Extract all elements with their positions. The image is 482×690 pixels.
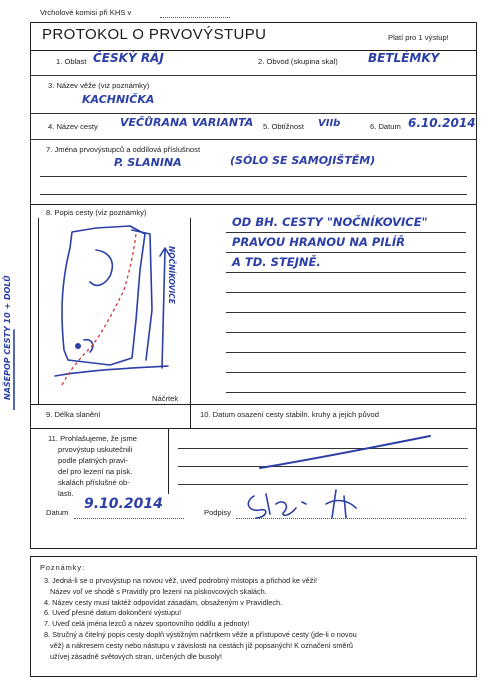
field-1-value: ČESKÝ RÁJ [93, 51, 164, 65]
ground-line [55, 366, 168, 376]
field-2-label: 2. Obvod (skupina skal) [258, 57, 338, 66]
date-value: 9.10.2014 [84, 496, 163, 512]
desc-rule-5 [226, 312, 466, 313]
rock-detail-1 [90, 250, 112, 285]
row-11-divider [168, 428, 169, 494]
route-line [62, 234, 136, 385]
field-7-label: 7. Jména prvovýstupců a oddílová příslušnost [46, 145, 201, 154]
field-6-label: 6. Datum [370, 122, 401, 131]
field-7-name: P. SLANINA [114, 156, 182, 169]
row-4-rule [30, 139, 477, 140]
frame-top [30, 22, 477, 23]
declaration-line-2: prvovýstup uskutečnili [58, 445, 133, 454]
field-8-label: 8. Popis cesty (viz poznámky) [46, 208, 147, 217]
desc-rule-6 [226, 332, 466, 333]
desc-rule-9 [226, 392, 466, 393]
committee-text: Vrcholové komisi při KHS v [40, 8, 132, 17]
note-item: věž) a nákresem cesty nebo nástupu v závislosti na cestách již popsaných! K označení směrů [50, 640, 353, 650]
field-9-label: 9. Délka slanění [46, 410, 101, 419]
desc-rule-7 [226, 352, 466, 353]
row-11-strike [250, 428, 440, 478]
declaration-text [48, 433, 137, 499]
field-1-label: 1. Oblast [56, 57, 87, 66]
row-3-rule [30, 113, 477, 114]
frame-right [476, 22, 477, 549]
sketch-side-text: NAŠEPOP CESTY 10 + DOLŮ [3, 275, 12, 400]
arrow-shaft [162, 250, 165, 368]
declaration-line-1: 11. Prohlašujeme, že jsme [48, 434, 137, 443]
field-4-label: 4. Název cesty [48, 122, 98, 131]
notes-right-rule [476, 556, 477, 676]
belay-point [75, 343, 81, 349]
frame-bottom [30, 548, 477, 549]
field-5-label: 5. Obtížnost [263, 122, 304, 131]
field-6-value: 6.10.2014 [408, 116, 476, 130]
note-item: 7. Uveď celá jména lezců a název sportovního oddílu a jednoty! [44, 619, 250, 629]
committee-dotted-line [160, 17, 230, 18]
desc-rule-8 [226, 372, 466, 373]
notes-left-rule [30, 556, 31, 676]
declaration-line-3: podle platných pravi- [58, 456, 129, 465]
date-dotted-line [74, 518, 184, 519]
note-item: 3. Jedná-li se o prvovýstup na novou věž, uveď podrobný místopis a přichod ke věži! [44, 576, 317, 585]
notes-bottom-rule [30, 676, 477, 677]
valid-note: Platí pro 1 výstup! [388, 33, 449, 42]
row-9-top-rule [30, 404, 477, 405]
note-item: Název voľ ve shodě s Pravidly pro lezení na pískovcových skalách. [50, 586, 267, 596]
declaration-line-4: del pro lezení na písk. [58, 467, 133, 476]
desc-rule-3 [226, 272, 466, 273]
note-item: užívej zásadně světových stran, určených dle busoly! [50, 651, 222, 661]
row-7-rule-a [40, 176, 467, 177]
field-5-value: VIIb [318, 118, 341, 129]
field-7-note: (SÓLO SE SAMOJIŠTĚM) [230, 154, 376, 167]
date-label: Datum [46, 508, 69, 517]
route-description-line-2: PRAVOU HRANOU NA PILÍŘ [232, 235, 406, 249]
route-description-line-1: OD BH. CESTY "NOČNÍKOVICE" [232, 215, 428, 229]
route-description-line-3: A TD. STEJNĚ. [232, 255, 321, 269]
row-9-divider [190, 404, 191, 428]
signatures [240, 484, 380, 524]
field-4-value: VEČŮRANA VARIANTA [120, 116, 254, 129]
row-1-rule [30, 75, 477, 76]
note-item: 4. Název cesty musí taktéž odpovídat zásadám, obsaženým v Pravidlech. [44, 597, 283, 607]
field-3-value: KACHNIČKA [82, 93, 155, 106]
tower-right-edge [132, 230, 152, 360]
tower-outline [62, 226, 145, 365]
field-3-label: 3. Název věže (viz poznámky) [48, 81, 150, 90]
field-2-value: BETLÉMKY [368, 51, 440, 65]
note-item: 6. Uveď přesné datum dokončení výstupu! [44, 608, 182, 618]
declaration-line-6: lasti. [58, 489, 74, 498]
field-10-label: 10. Datum osazení cesty stabiln. kruhy a jejich původ [200, 410, 379, 419]
signatures-label: Podpisy [204, 508, 232, 517]
desc-rule-1 [226, 232, 466, 233]
notes-title: Poznámky: [40, 563, 86, 572]
notes-top-rule [30, 556, 477, 557]
declaration-line-5: skalách příslušné ob- [58, 478, 130, 487]
note-item: 8. Stručný a čitelný popis cesty doplň výstižným náčrtkem věže a přístupové cesty (jde-li o novou [44, 629, 357, 639]
sketch-label: Náčrtek [152, 394, 179, 403]
desc-rule-2 [226, 252, 466, 253]
notes-list [44, 576, 357, 662]
sketch-route-label: NOČNÍKOVICE [167, 246, 176, 304]
page-title: PROTOKOL O PRVOVÝSTUPU [42, 26, 267, 43]
desc-rule-4 [226, 292, 466, 293]
route-description [232, 212, 428, 272]
